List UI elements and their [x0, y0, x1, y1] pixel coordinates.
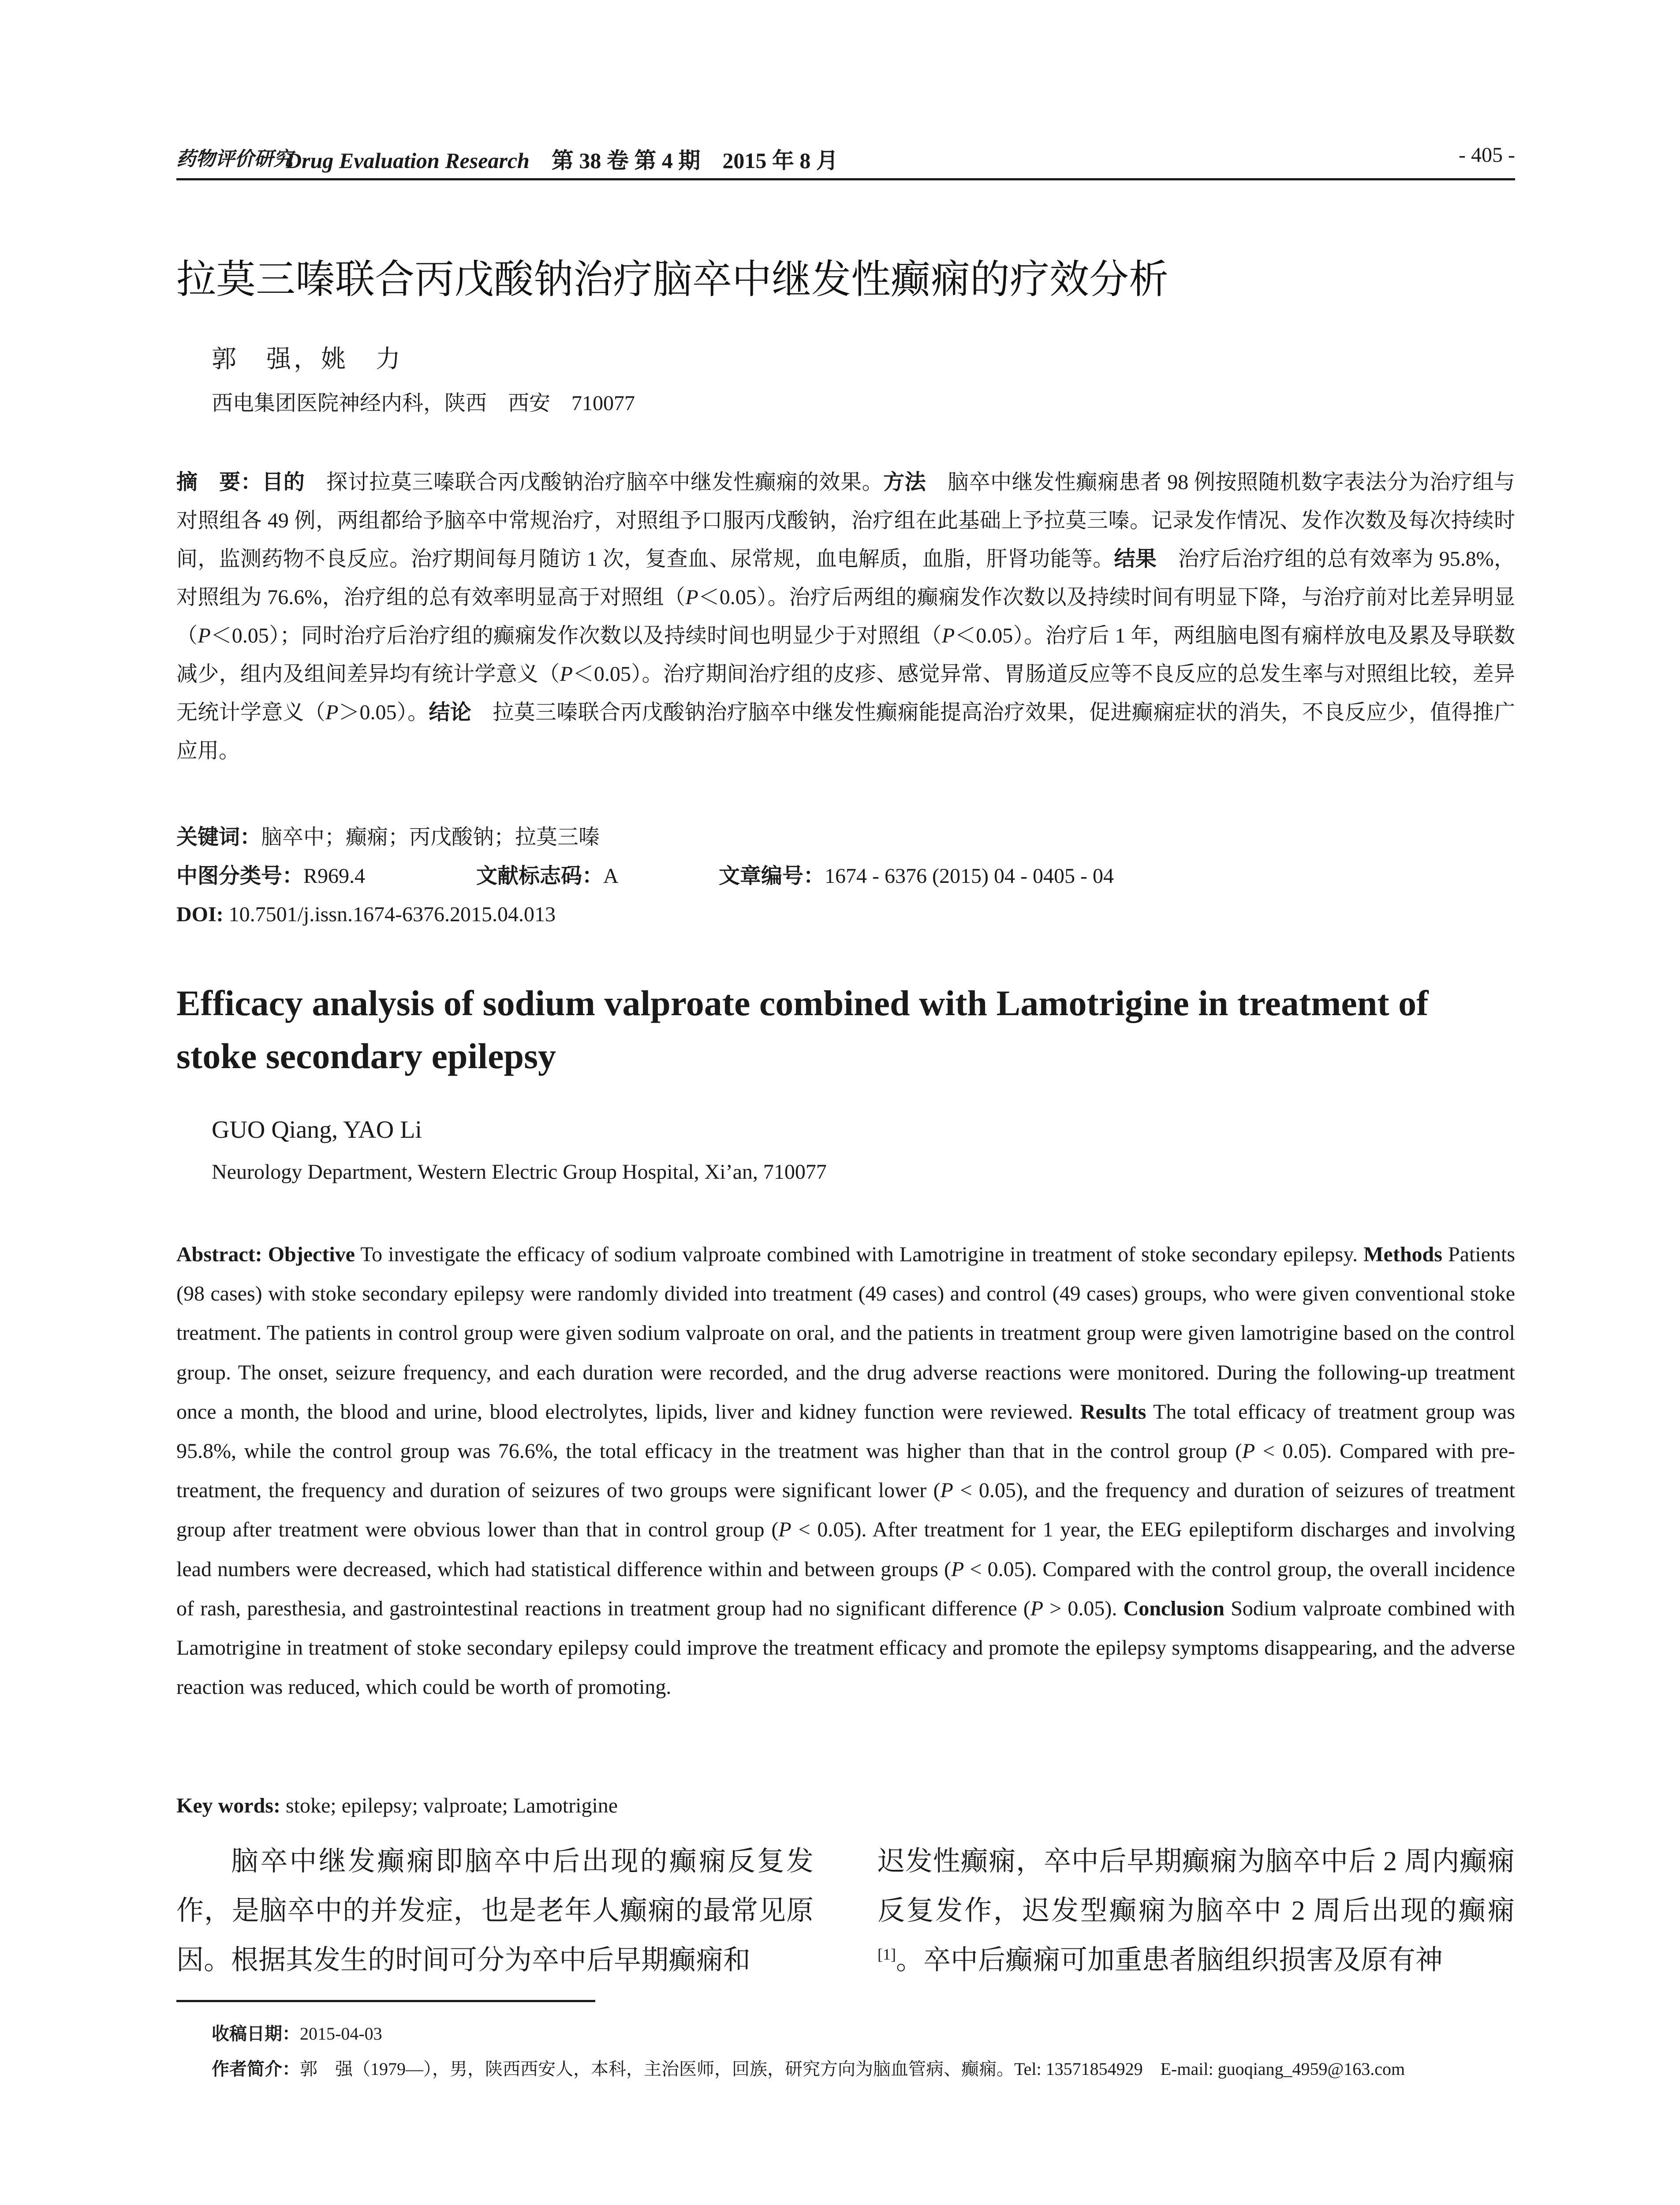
clc-number [176, 857, 365, 895]
results-text-en: < 0.05). After treatment for 1 year, the EEG epileptiform discharges and involving lead numbers were decreased, which had statistical difference within and between groups ( [176, 1518, 1515, 1581]
doc-code-label: 文献标志码： [476, 863, 604, 888]
authors-en: GUO Qiang, YAO Li [212, 1116, 422, 1144]
journal-issue: 第 38 卷 第 4 期 [551, 148, 701, 173]
article-number [719, 857, 1114, 895]
classification-row [176, 857, 1515, 895]
reference-citation[interactable]: [1] [877, 1945, 896, 1963]
p-symbol: P [198, 624, 211, 647]
article-no-label: 文章编号： [719, 863, 825, 888]
keywords-text-en: stoke; epilepsy; valproate; Lamotrigine [280, 1794, 618, 1817]
footnote-received [212, 2020, 382, 2045]
keywords-text-cn: 脑卒中；癫痫；丙戊酸钠；拉莫三嗪 [261, 826, 600, 849]
received-label: 收稿日期： [212, 2024, 300, 2044]
page-number: - 405 - [1459, 143, 1515, 167]
results-text-cn: ＜0.05）；同时治疗后治疗组的癫痫发作次数以及持续时间也明显少于对照组（ [210, 624, 942, 647]
abstract-en [176, 1235, 1515, 1707]
journal-name-en: Drug Evaluation Research [286, 148, 530, 173]
abstract-cn [176, 463, 1515, 770]
footnote-rule [176, 2000, 595, 2002]
header-rule [176, 178, 1515, 180]
conclusion-label-en: Conclusion [1123, 1596, 1225, 1620]
keywords-cn [176, 818, 1515, 856]
results-text-en: < 0.05). Compared with pre-treatment, the frequency and duration of seizures of two groups were significant lower ( [176, 1439, 1516, 1502]
results-text-en: > 0.05). [1043, 1596, 1124, 1620]
affiliation-en: Neurology Department, Western Electric Group Hospital, Xi’an, 710077 [212, 1160, 827, 1184]
body-text: 迟发性癫痫，卒中后早期癫痫为脑卒中后 2 周内癫痫反复发作，迟发型癫痫为脑卒中 2 周后出现的癫痫 [877, 1846, 1515, 1926]
running-header [176, 140, 1515, 183]
conclusion-text-en: Sodium valproate combined with Lamotrigine in treatment of stoke secondary epilepsy could improve the treatment efficacy and promote the epilepsy symptoms disappearing, and the adverse reaction was reduced, which could be worth of promoting. [176, 1596, 1515, 1699]
journal-logo: 药物评价研究 [176, 148, 293, 170]
methods-label-en: Methods [1363, 1243, 1442, 1266]
clc-value: R969.4 [303, 864, 366, 888]
p-symbol: P [940, 1479, 953, 1502]
results-text-cn: ＜0.05）。治疗后 1 年，两组脑电图有痫样放电及累及导联数减少，组内及组间差异均有统计学意义（ [176, 624, 1515, 686]
p-symbol: P [1030, 1596, 1044, 1620]
p-symbol: P [941, 624, 955, 647]
results-text-cn: 治疗后治疗组的总有效率为 95.8%，对照组为 76.6%，治疗组的总有效率明显高于对照组（ [176, 547, 1515, 609]
methods-text-cn: 脑卒中继发性癫痫患者 98 例按照随机数字表法分为治疗组与对照组各 49 例，两组都给予脑卒中常规治疗，对照组予口服丙戊酸钠，治疗组在此基础上予拉莫三嗪。记录发作情况、发作次数及每次持续时间，监测药物不良反应。治疗期间每月随访 1 次，复查血、尿常规，血电解质，血脂，肝肾功能等。 [176, 471, 1515, 571]
author-bio-label: 作者简介： [212, 2059, 300, 2079]
article-no-value: 1674 - 6376 (2015) 04 - 0405 - 04 [825, 864, 1114, 888]
objective-text-cn: 探讨拉莫三嗪联合丙戊酸钠治疗脑卒中继发性癫痫的效果。 [305, 471, 884, 494]
objective-text-en: To investigate the efficacy of sodium valproate combined with Lamotrigine in treatment of stoke secondary epilepsy. [355, 1243, 1364, 1266]
conclusion-label-cn: 结论 [429, 700, 472, 725]
doc-code-value: A [603, 864, 619, 888]
authors-cn: 郭 强，姚 力 [212, 346, 403, 373]
keywords-en [176, 1786, 1515, 1825]
document-code [476, 857, 619, 895]
p-symbol: P [325, 701, 339, 724]
methods-text-en: Patients (98 cases) with stoke secondary epilepsy were randomly divided into treatment (49 cases) and control (49 cases) groups, who were given conventional stoke treatment. The patients in control group were given sodium valproate on oral, and the patients in treatment group were given lamotrigine based on the control group. The onset, seizure frequency, and each duration were recorded, and the drug adverse reactions were monitored. During the following-up treatment once a month, the blood and urine, blood electrolytes, lipids, liver and kidney function were reviewed. [176, 1243, 1516, 1424]
results-text-cn: ＜0.05）。治疗后两组的癫痫发作次数以及持续时间有明显下降，与治疗前对比差异明显（ [176, 586, 1515, 647]
doi-line [176, 895, 556, 934]
p-symbol: P [560, 662, 573, 686]
clc-label: 中图分类号： [176, 863, 304, 888]
results-text-en: < 0.05). Compared with the control group, the overall incidence of rash, paresthesia, and gastrointestinal reactions in treatment group had no significant difference ( [176, 1557, 1516, 1620]
conclusion-text-cn: 拉莫三嗪联合丙戊酸钠治疗脑卒中继发性癫痫能提高治疗效果，促进癫痫症状的消失，不良反应少，值得推广应用。 [176, 701, 1515, 762]
p-symbol: P [778, 1518, 791, 1542]
results-text-en: The total efficacy of treatment group was 95.8%, while the control group was 76.6%, the total efficacy in the treatment was higher than that in the control group ( [176, 1400, 1515, 1463]
doi-label: DOI: [176, 903, 224, 926]
keywords-label-en: Key words: [176, 1794, 280, 1817]
footnote-author [212, 2055, 1405, 2080]
abstract-cn-label: 摘 要： [176, 470, 262, 494]
keywords-label-cn: 关键词： [176, 825, 261, 849]
p-symbol: P [685, 586, 698, 609]
author-bio: 郭 强（1979—），男，陕西西安人，本科，主治医师，回族，研究方向为脑血管病、癫痫。Tel: 13571854929 E-mail: guoqiang_4959@163.com [300, 2059, 1405, 2079]
journal-citation [286, 143, 838, 175]
results-label-en: Results [1080, 1400, 1146, 1424]
results-text-en: < 0.05), and the frequency and duration of seizures of treatment group after treatment were obvious lower than that in control group ( [176, 1479, 1516, 1542]
results-text-cn: ＜0.05）。治疗期间治疗组的皮疹、感觉异常、胃肠道反应等不良反应的总发生率与对照组比较，差异无统计学意义（ [176, 662, 1515, 724]
article-title-cn: 拉莫三嗪联合丙戊酸钠治疗脑卒中继发性癫痫的疗效分析 [176, 256, 1169, 303]
results-text-cn: ＞0.05）。 [338, 701, 429, 724]
methods-label-cn: 方法 [883, 470, 926, 494]
p-symbol: P [1242, 1439, 1255, 1463]
objective-label-en: Objective [268, 1243, 355, 1266]
journal-date: 2015 年 8 月 [722, 148, 838, 173]
doi-value[interactable]: 10.7501/j.issn.1674-6376.2015.04.013 [223, 903, 556, 926]
article-title-en: Efficacy analysis of sodium valproate combined with Lamotrigine in treatment of stoke secondary epilepsy [176, 983, 1429, 1076]
abstract-en-label: Abstract: [176, 1243, 268, 1266]
body-column-left: 脑卒中继发癫痫即脑卒中后出现的癫痫反复发作，是脑卒中的并发症，也是老年人癫痫的最常见原因。根据其发生的时间可分为卒中后早期癫痫和 [176, 1846, 814, 1975]
body-text: 。卒中后癫痫可加重患者脑组织损害及原有神 [896, 1945, 1443, 1975]
results-label-cn: 结果 [1114, 546, 1157, 571]
p-symbol: P [951, 1557, 964, 1581]
objective-label-cn: 目的 [262, 470, 305, 494]
body-column-right [877, 1837, 1515, 1985]
affiliation-cn: 西电集团医院神经内科，陕西 西安 710077 [212, 392, 635, 415]
received-date: 2015-04-03 [300, 2024, 382, 2044]
